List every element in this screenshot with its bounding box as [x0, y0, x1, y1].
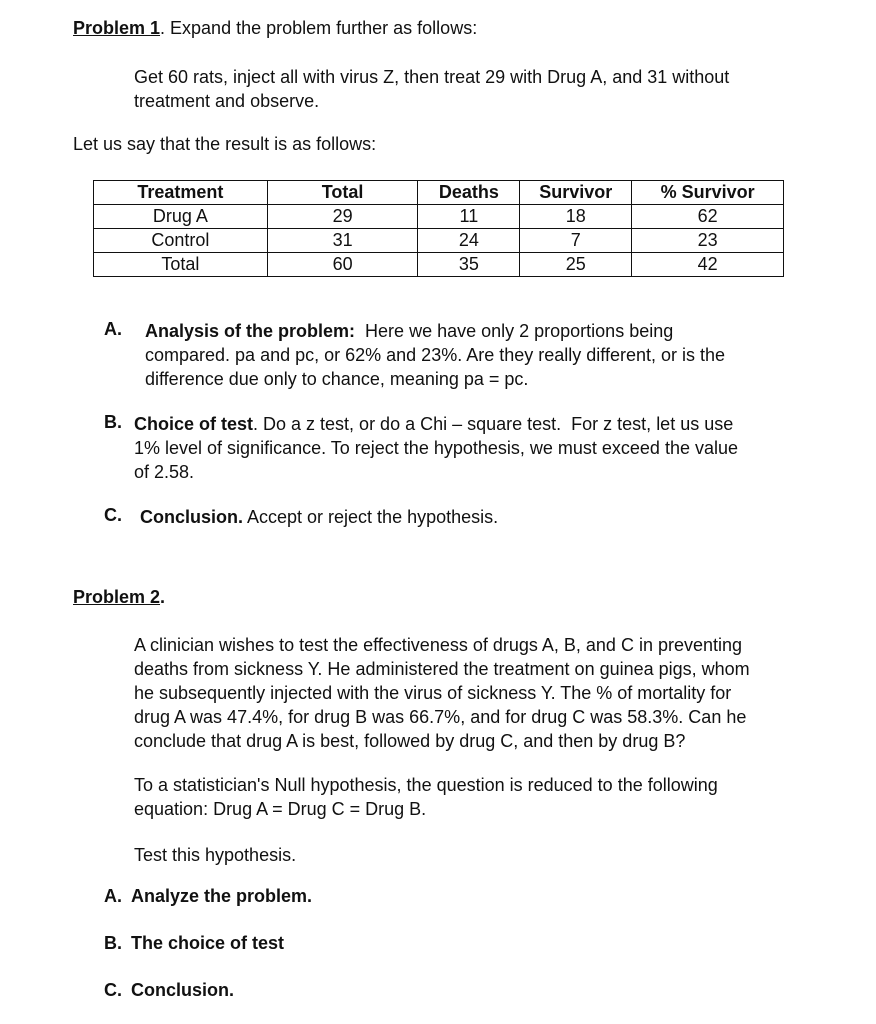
table-cell: 23 [632, 229, 784, 253]
null-hypothesis-paragraph [134, 773, 718, 821]
item-c-title: Conclusion. [140, 507, 243, 527]
item-a-text: Here we have only 2 proportions being [355, 321, 674, 341]
problem2-item-a-letter: A. [104, 886, 122, 906]
problem1-heading-rest: . Expand the problem further as follows: [160, 18, 478, 38]
problem2-item-c-text: Conclusion. [131, 980, 235, 1000]
problem2-item-b-text: The choice of test [131, 933, 285, 953]
problem2-label: Problem 2 [73, 587, 161, 607]
header-deaths: Deaths [418, 181, 520, 205]
item-b-text: . Do a z test, or do a Chi – square test. For z test, let us use [253, 414, 734, 434]
setup-line: treatment and observe. [134, 91, 320, 111]
paragraph-line: A clinician wishes to test the effectiveness of drugs A, B, and C in preventing [134, 635, 743, 655]
paragraph-line: conclude that drug A is best, followed by drug C, and then by drug B? [134, 731, 686, 751]
test-hypothesis-line: Test this hypothesis. [134, 845, 297, 865]
table-cell: 24 [418, 229, 520, 253]
table-cell: 35 [418, 253, 520, 277]
item-b-choice [134, 412, 738, 484]
table-cell: Total [94, 253, 268, 277]
paragraph-line: equation: Drug A = Drug C = Drug B. [134, 799, 427, 819]
problem2-heading-rest: . [160, 587, 166, 607]
problem2-item-b [104, 933, 284, 954]
item-b-line: of 2.58. [134, 462, 195, 482]
table-cell: 62 [632, 205, 784, 229]
problem1-setup [134, 65, 729, 113]
table-cell: 60 [267, 253, 418, 277]
item-c-text: Accept or reject the hypothesis. [243, 507, 499, 527]
table-row [94, 205, 784, 229]
problem2-item-a-text: Analyze the problem. [131, 886, 313, 906]
header-survivor: Survivor [520, 181, 632, 205]
problem1-heading [73, 18, 477, 39]
item-a-title: Analysis of the problem: [145, 321, 356, 341]
table-row [94, 253, 784, 277]
header-pct-survivor: % Survivor [632, 181, 784, 205]
result-intro: Let us say that the result is as follows: [73, 134, 377, 154]
table-cell: 31 [267, 229, 418, 253]
item-b-title: Choice of test [134, 414, 254, 434]
paragraph-line: he subsequently injected with the virus of sickness Y. The % of mortality for [134, 683, 732, 703]
problem2-paragraph [134, 633, 750, 753]
table-cell: Drug A [94, 205, 268, 229]
paragraph-line: drug A was 47.4%, for drug B was 66.7%, and for drug C was 58.3%. Can he [134, 707, 747, 727]
setup-line: Get 60 rats, inject all with virus Z, then treat 29 with Drug A, and 31 without [134, 67, 730, 87]
problem2-item-b-letter: B. [104, 933, 122, 953]
problem1-label: Problem 1 [73, 18, 161, 38]
header-treatment: Treatment [94, 181, 268, 205]
table-cell: Control [94, 229, 268, 253]
problem2-item-c [104, 980, 234, 1001]
item-c-conclusion [140, 505, 498, 529]
table-cell: 7 [520, 229, 632, 253]
item-a-line: compared. pa and pc, or 62% and 23%. Are they really different, or is the [145, 345, 726, 365]
problem2-item-a [104, 886, 312, 907]
table-cell: 29 [267, 205, 418, 229]
table-cell: 18 [520, 205, 632, 229]
item-a-letter: A. [104, 319, 122, 339]
table-row [94, 229, 784, 253]
item-b-line: 1% level of significance. To reject the hypothesis, we must exceed the value [134, 438, 739, 458]
table-cell: 42 [632, 253, 784, 277]
results-table [93, 180, 784, 277]
table-cell: 11 [418, 205, 520, 229]
item-a-analysis [145, 319, 725, 391]
item-c-letter: C. [104, 505, 122, 525]
problem2-heading [73, 587, 165, 608]
problem2-item-c-letter: C. [104, 980, 122, 1000]
table-header-row [94, 181, 784, 205]
item-a-line: difference due only to chance, meaning pa = pc. [145, 369, 529, 389]
paragraph-line: To a statistician's Null hypothesis, the question is reduced to the following [134, 775, 718, 795]
table-cell: 25 [520, 253, 632, 277]
paragraph-line: deaths from sickness Y. He administered the treatment on guinea pigs, whom [134, 659, 750, 679]
item-b-letter: B. [104, 412, 122, 432]
header-total: Total [267, 181, 418, 205]
